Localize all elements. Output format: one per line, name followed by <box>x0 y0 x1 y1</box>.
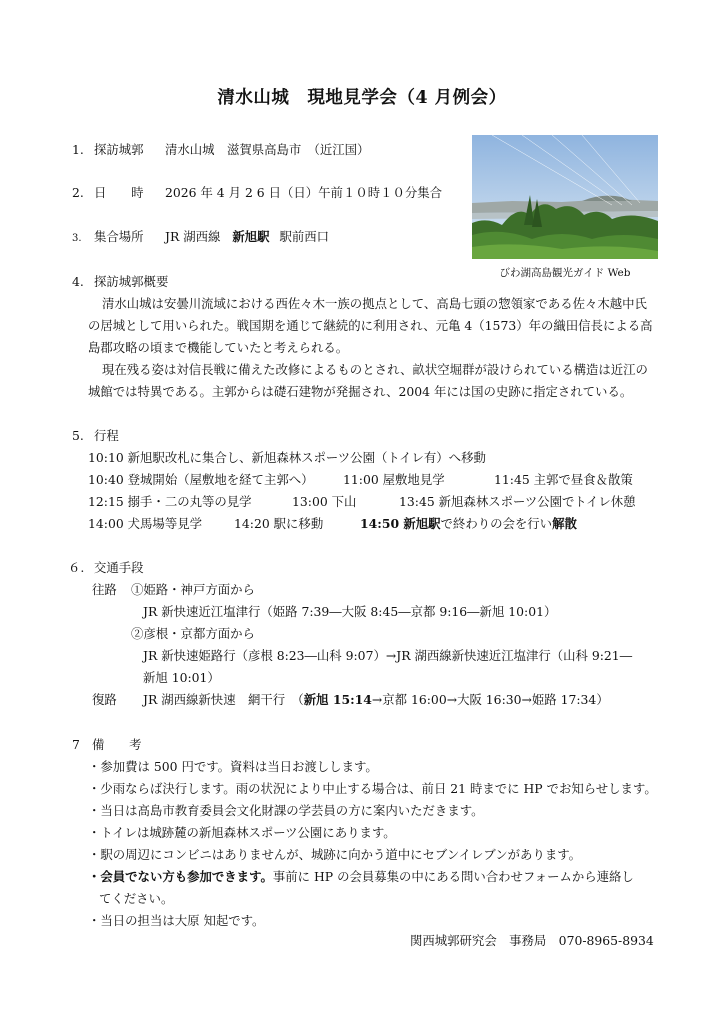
item-castle-label: 探訪城郭 <box>94 142 144 157</box>
item-place-label: 集合場所 <box>94 229 144 244</box>
overview-line-4: 現在残る姿は対信長戦に備えた改修によるものとされ、畝状空堀群が設けられている構造は近江の <box>102 362 648 377</box>
schedule-row-3c: 13:45 新旭森林スポーツ公園でトイレ休憩 <box>399 494 636 509</box>
photo-caption: びわ湖高島観光ガイド Web <box>499 267 631 279</box>
schedule-end-time: 14:50 新旭駅 <box>360 516 441 531</box>
schedule-row-4b: 14:20 駅に移動 <box>234 516 324 531</box>
overview-num: 4. <box>72 274 84 289</box>
item-date-num: 2. <box>72 185 84 200</box>
page-title: 清水山城 現地見学会（4 月例会） <box>217 88 507 108</box>
place-exit: 駅前西口 <box>279 229 330 244</box>
schedule-row-2b: 11:00 屋敷地見学 <box>343 472 445 487</box>
note-5: ・駅の周辺にコンビニはありませんが、城跡に向かう道中にセブンイレブンがあります。 <box>88 847 582 862</box>
note-2: ・少雨ならば決行します。雨の状況により中止する場合は、前日 21 時までに HP でお知らせします。 <box>88 781 657 796</box>
schedule-num: 5. <box>72 428 84 443</box>
notes-num: 7 <box>72 737 80 752</box>
footer-contact: 関西城郭研究会 事務局 070-8965-8934 <box>410 933 654 948</box>
item-place-value <box>165 226 329 247</box>
outbound-label: 往路 <box>92 582 117 597</box>
note-1: ・参加費は 500 円です。資料は当日お渡しします。 <box>88 759 378 774</box>
note-6-bold: ・会員でない方も参加できます。 <box>88 869 273 884</box>
route1-title: ①姫路・神戸方面から <box>131 582 255 597</box>
route2-detail-2: 新旭 10:01） <box>143 670 220 685</box>
item-date-value: 2026 年 4 月 2 6 日（日）午前１０時１０分集合 <box>165 185 443 200</box>
note-4: ・トイレは城跡麓の新旭森林スポーツ公園にあります。 <box>88 825 396 840</box>
overview-line-2: の居城として用いられた。戦国期を通じて継続的に利用され、元亀 4（1573）年の織田信長による高 <box>88 318 653 333</box>
item-castle-value: 清水山城 滋賀県高島市 （近江国） <box>165 142 370 157</box>
schedule-row-4a: 14:00 犬馬場等見学 <box>88 516 202 531</box>
return-post: →京都 16:00→大阪 16:30→姫路 17:34） <box>371 692 609 707</box>
return-label: 復路 <box>92 692 117 707</box>
note-3: ・当日は高島市教育委員会文化財課の学芸員の方に案内いただきます。 <box>88 803 484 818</box>
overview-line-1: 清水山城は安曇川流域における西佐々木一族の拠点として、高島七頭の惣領家である佐々木越中氏 <box>102 296 647 311</box>
note-6 <box>88 866 634 887</box>
schedule-row-2c: 11:45 主郭で昼食＆散策 <box>494 472 633 487</box>
overview-line-5: 城館では特異である。主郭からは礎石建物が発掘され、2004 年には国の史跡に指定されている。 <box>88 384 633 399</box>
schedule-row-4c <box>360 513 577 534</box>
schedule-row-2a: 10:40 登城開始（屋敷地を経て主郭へ） <box>88 472 314 487</box>
overview-line-3: 島郡攻略の頃まで機能していたと考えられる。 <box>88 340 349 355</box>
notes-heading: 備 考 <box>92 737 142 752</box>
return-departure: 新旭 15:14 <box>303 692 372 707</box>
transport-num: ６. <box>68 560 85 575</box>
landscape-photo <box>472 135 658 259</box>
item-date-label: 日 時 <box>94 185 144 200</box>
note-6-line-2: てください。 <box>99 891 174 906</box>
schedule-dismiss: 解散 <box>552 516 577 531</box>
return-pre: JR 湖西線新快速 網干行 （ <box>143 692 304 707</box>
note-7: ・当日の担当は大原 知起です。 <box>88 913 265 928</box>
schedule-row-1: 10:10 新旭駅改札に集合し、新旭森林スポーツ公園（トイレ有）へ移動 <box>88 450 486 465</box>
route2-detail-1: JR 新快速姫路行（彦根 8:23―山科 9:07）→JR 湖西線新快速近江塩津行（山科 9:21― <box>143 648 633 663</box>
transport-heading: 交通手段 <box>94 560 144 575</box>
item-place-num: 3. <box>72 233 82 244</box>
schedule-row-3b: 13:00 下山 <box>292 494 357 509</box>
place-line: JR 湖西線 <box>165 229 221 244</box>
item-castle-num: 1. <box>72 142 84 157</box>
route2-title: ②彦根・京都方面から <box>131 626 255 641</box>
overview-heading: 探訪城郭概要 <box>94 274 169 289</box>
schedule-row-3a: 12:15 搦手・二の丸等の見学 <box>88 494 252 509</box>
place-station: 新旭駅 <box>232 229 270 244</box>
note-6-rest: 事前に HP の会員募集の中にある問い合わせフォームから連絡し <box>272 869 634 884</box>
schedule-heading: 行程 <box>94 428 119 443</box>
return-detail <box>143 689 609 710</box>
schedule-end-text: で終わりの会を行い <box>440 516 553 531</box>
route1-detail: JR 新快速近江塩津行（姫路 7:39―大阪 8:45―京都 9:16―新旭 10:01） <box>143 604 557 619</box>
